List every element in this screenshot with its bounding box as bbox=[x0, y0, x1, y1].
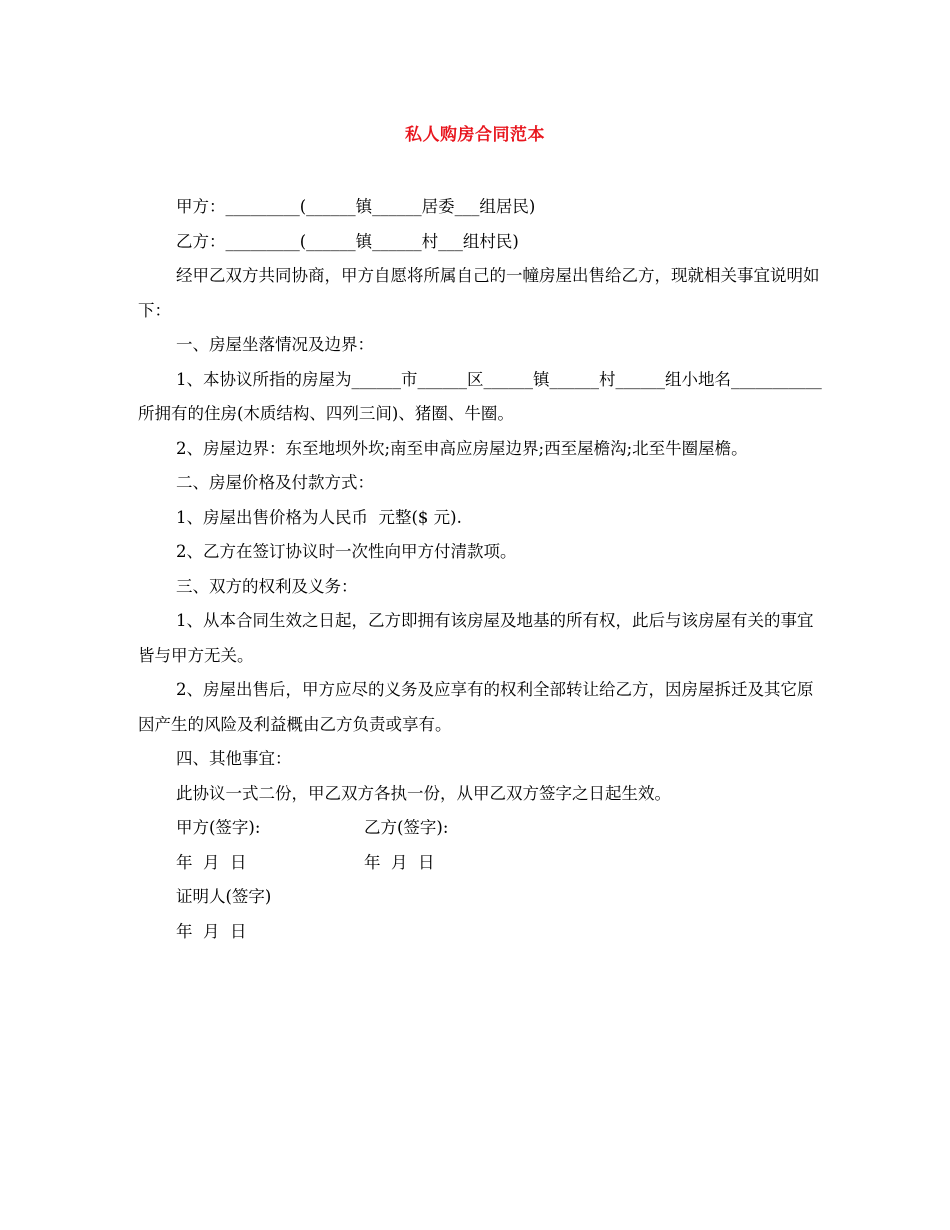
witness-date-row bbox=[138, 915, 828, 950]
section-2-item-1: 1、房屋出售价格为人民币 元整($ 元). bbox=[176, 507, 462, 527]
section-1-heading: 一、房屋坐落情况及边界： bbox=[176, 335, 374, 354]
date-row bbox=[138, 846, 828, 881]
party-a-line: 甲方：_________(______镇______居委___组居民) bbox=[176, 197, 536, 216]
section-3-item-2: 2、房屋出售后，甲方应尽的义务及应享有的权利全部转让给乙方，因房屋拆迁及其它原因产生的风险及利益概由乙方负责或享有。 bbox=[138, 680, 814, 734]
section-2-item-2: 2、乙方在签订协议时一次性向甲方付清款项。 bbox=[176, 542, 517, 561]
section-2-heading: 二、房屋价格及付款方式： bbox=[176, 473, 374, 492]
party-b-line: 乙方：_________(______镇______村___组村民) bbox=[176, 231, 519, 251]
party-a-signature-label: 甲方(签字): bbox=[176, 818, 261, 837]
section-4-heading: 四、其他事宜： bbox=[176, 749, 292, 768]
contract-body bbox=[138, 190, 828, 949]
party-b-date: 年 月 日 bbox=[364, 852, 435, 872]
section-1-item-2: 2、房屋边界：东至地坝外坎;南至申高应房屋边界;西至屋檐沟;北至牛圈屋檐。 bbox=[176, 438, 748, 458]
witness-date: 年 月 日 bbox=[176, 921, 247, 941]
intro-paragraph: 经甲乙双方共同协商，甲方自愿将所属自己的一幢房屋出售给乙方，现就相关事宜说明如下： bbox=[138, 266, 820, 320]
section-4-item-1: 此协议一式二份，甲乙双方各执一份，从甲乙双方签字之日起生效。 bbox=[176, 783, 671, 803]
section-1-item-1: 1、本协议所指的房屋为______市______区______镇______村______组小地名___________所拥有的住房(木质结构、四列三间)、猪圈、牛圈。 bbox=[138, 369, 822, 423]
section-3-item-1: 1、从本合同生效之日起，乙方即拥有该房屋及地基的所有权，此后与该房屋有关的事宜皆与甲方无关。 bbox=[138, 611, 814, 665]
witness-signature-label: 证明人(签字) bbox=[176, 887, 272, 906]
witness-row bbox=[138, 880, 828, 915]
document-title: 私人购房合同范本 bbox=[405, 125, 545, 145]
signature-row bbox=[138, 811, 828, 846]
party-a-date: 年 月 日 bbox=[176, 852, 247, 872]
section-3-heading: 三、双方的权利及义务： bbox=[176, 576, 358, 596]
party-b-signature-label: 乙方(签字): bbox=[364, 818, 449, 837]
